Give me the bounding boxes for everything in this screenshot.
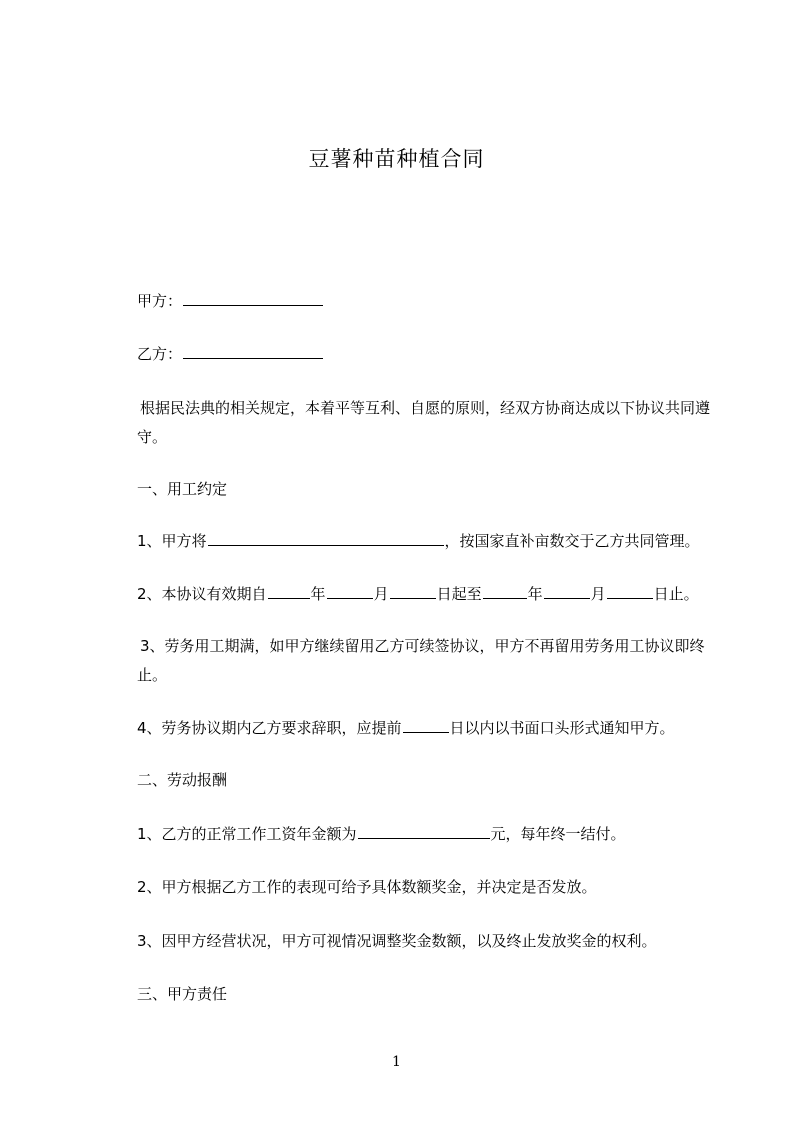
notice-days-blank	[403, 717, 449, 733]
section2-item2: 2、甲方根据乙方工作的表现可给予具体数额奖金，并决定是否发放。	[137, 878, 597, 896]
party-b-blank	[183, 343, 323, 359]
s1-item1-blank	[208, 530, 444, 546]
start-day-blank	[390, 583, 436, 599]
page-number: 1	[392, 1054, 401, 1070]
s1-item2-year2: 年	[527, 585, 543, 603]
start-month-blank	[327, 583, 373, 599]
document-title: 豆薯种苗种植合同	[308, 147, 485, 171]
section2-item3: 3、因甲方经营状况，甲方可视情况调整奖金数额，以及终止发放奖金的权利。	[137, 932, 657, 950]
end-month-blank	[544, 583, 590, 599]
s1-item1-suffix: ，按国家直补亩数交于乙方共同管理。	[444, 532, 700, 550]
salary-blank	[358, 823, 490, 839]
section2-item1	[137, 823, 626, 845]
party-b-label: 乙方：	[137, 345, 183, 363]
section1-heading: 一、用工约定	[137, 480, 228, 498]
party-a-line	[137, 290, 324, 312]
s2-item1-suffix: 元，每年终一结付。	[490, 825, 626, 843]
section2-heading: 二、劳动报酬	[137, 771, 228, 789]
intro-paragraph: 根据民法典的相关规定，本着平等互利、自愿的原则，经双方协商达成以下协议共同遵守。	[137, 399, 711, 446]
end-day-blank	[607, 583, 653, 599]
section3-heading: 三、甲方责任	[137, 985, 228, 1003]
section1-item1	[137, 530, 700, 552]
s1-item2-month2: 月	[590, 585, 606, 603]
s1-item2-year: 年	[310, 585, 326, 603]
s1-item2-month: 月	[373, 585, 389, 603]
start-year-blank	[268, 583, 310, 599]
party-a-label: 甲方：	[137, 292, 183, 310]
s1-item4-suffix: 日以内以书面口头形式通知甲方。	[449, 719, 675, 737]
s1-item4-prefix: 4、劳务协议期内乙方要求辞职，应提前	[137, 719, 402, 737]
s1-item2-end: 日止。	[653, 585, 699, 603]
party-a-blank	[183, 290, 323, 306]
section1-item3: 3、劳务用工期满，如甲方继续留用乙方可续签协议，甲方不再留用劳务用工协议即终止。	[137, 637, 705, 684]
section1-item2	[137, 583, 699, 605]
party-b-line	[137, 343, 324, 365]
end-year-blank	[483, 583, 527, 599]
section1-item4	[137, 717, 675, 739]
s2-item1-prefix: 1、乙方的正常工作工资年金额为	[137, 825, 357, 843]
s1-item1-prefix: 1、甲方将	[137, 532, 207, 550]
s1-item2-prefix: 2、本协议有效期自	[137, 585, 267, 603]
s1-item2-start: 日起至	[436, 585, 482, 603]
